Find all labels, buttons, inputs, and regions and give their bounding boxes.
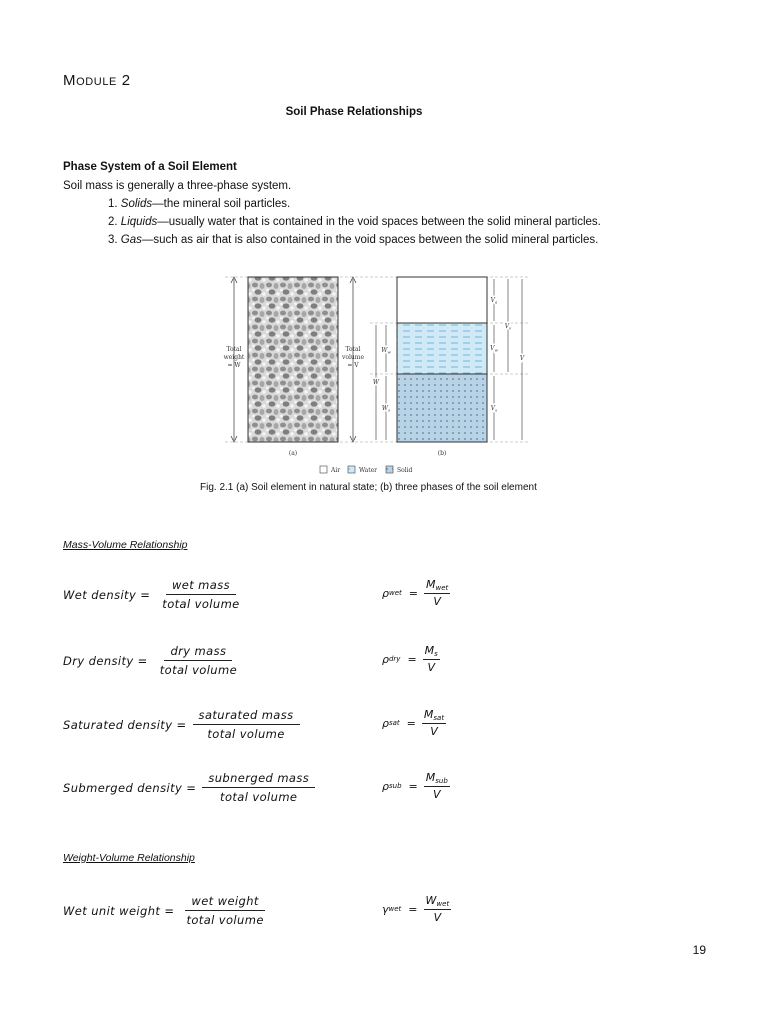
label-vw: $V_w$ — [490, 345, 498, 353]
page-title: Soil Phase Relationships — [285, 106, 423, 118]
panel-label-b: (b) — [437, 450, 447, 457]
list-item-gas: 3. Gas—such as air that is also contained in the void spaces between the solid mineral particles. — [108, 234, 599, 246]
label-vv: $V_v$ — [504, 323, 512, 331]
legend-water-label: Water — [359, 467, 378, 474]
legend-solid-label: Solid — [397, 467, 413, 474]
label-va: $V_a$ — [490, 297, 498, 305]
label-total-volume-1: Total — [345, 346, 361, 353]
module-label: Module 2 — [63, 72, 131, 89]
legend-solid-swatch — [386, 466, 393, 473]
intro-text: Soil mass is generally a three-phase system. — [63, 180, 292, 192]
phase-solid — [397, 374, 487, 442]
equation-submerged-density: Submerged density = $\frac{\text{subnerged mass}}{\text{total volume}}$ — [63, 771, 321, 804]
equation-dry-density: Dry density = $\frac{\text{dry mass}}{\text{total volume}}$ — [63, 644, 238, 677]
label-total-weight-3: = W — [227, 362, 241, 369]
list-item-liquids: 2. Liquids—usually water that is contained in the void spaces between the solid mineral particles. — [108, 216, 601, 228]
symbol-saturated-density: ρ sat = $\frac{M_{sat}}{V}$ — [382, 708, 445, 738]
legend-air-label: Air — [331, 467, 341, 474]
label-v: V — [519, 355, 525, 362]
panel-label-a: (a) — [288, 450, 298, 457]
phase-air — [397, 277, 487, 323]
soil-phase-figure — [210, 268, 540, 478]
label-total-volume-2: volume — [341, 354, 365, 361]
label-total-weight-1: Total — [226, 346, 242, 353]
label-ws: $W_s$ — [381, 405, 391, 413]
legend-water-swatch — [348, 466, 355, 473]
legend-air-swatch — [320, 466, 327, 473]
symbol-submerged-density: ρ sub = $\frac{M_{sub}}{V}$ — [382, 771, 448, 801]
section-heading-phase-system: Phase System of a Soil Element — [63, 161, 237, 173]
label-total-weight-2: weight — [223, 354, 245, 361]
equation-wet-density: Wet density = $\frac{\text{wet mass}}{\text{total volume}}$ — [63, 578, 240, 611]
equation-wet-unit-weight: Wet unit weight = $\frac{\text{wet weight}}{\text{total volume}}$ — [63, 894, 264, 927]
weight-volume-heading: Weight-Volume Relationship — [63, 852, 195, 864]
symbol-dry-density: ρ dry = $\frac{M_s}{V}$ — [382, 644, 438, 674]
label-total-volume-3: = V — [347, 362, 359, 369]
symbol-wet-unit-weight: γ wet = $\frac{W_{wet}}{V}$ — [382, 894, 450, 924]
label-vs: $V_s$ — [490, 405, 498, 413]
equation-saturated-density: Saturated density = $\frac{\text{saturated mass}}{\text{total volume}}$ — [63, 708, 306, 741]
label-ww: $W_w$ — [381, 347, 391, 355]
mass-volume-heading: Mass-Volume Relationship — [63, 539, 188, 551]
soil-element-natural — [248, 277, 338, 442]
symbol-wet-density: ρ wet = $\frac{M_{wet}}{V}$ — [382, 578, 449, 608]
page-number: 19 — [692, 943, 706, 957]
figure-caption: Fig. 2.1 (a) Soil element in natural state; (b) three phases of the soil element — [200, 482, 537, 493]
label-w: W — [372, 379, 380, 386]
phase-water — [397, 323, 487, 374]
list-item-solids: 1. Solids—the mineral soil particles. — [108, 198, 291, 210]
